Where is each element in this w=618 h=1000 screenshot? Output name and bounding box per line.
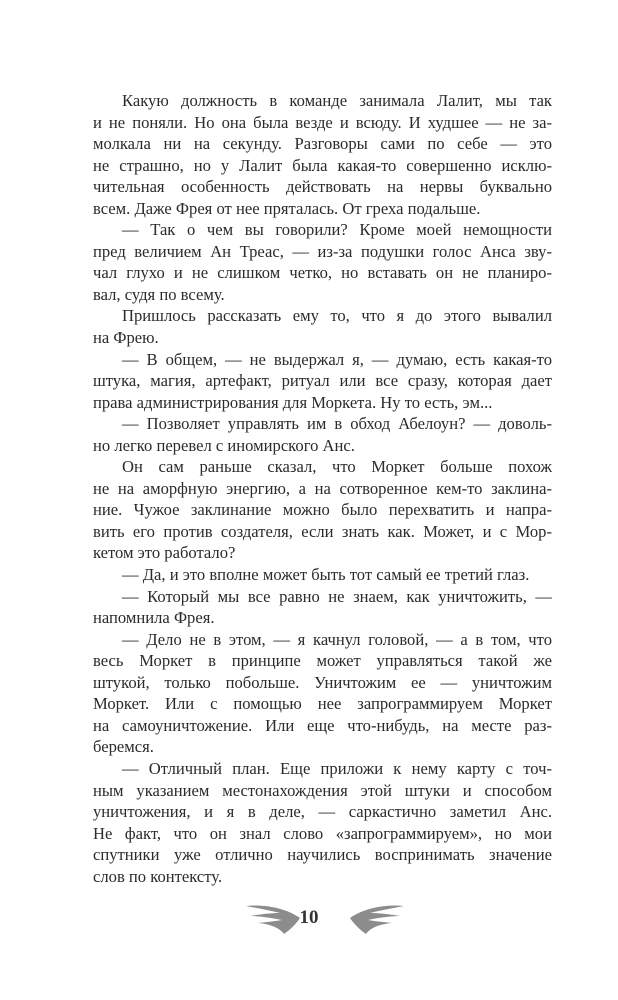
text-line: Не факт, что он знал слово «запрограммируем», но мои bbox=[93, 823, 552, 843]
text-line: пред величием Ан Треас, — из-за подушки голос Анса зву- bbox=[93, 241, 552, 261]
text-line: чал глухо и не слишком четко, но вставать он не планиро- bbox=[93, 263, 552, 283]
paragraph bbox=[93, 456, 552, 564]
page-footer bbox=[0, 900, 618, 940]
text-line: напомнила Фрея. bbox=[93, 608, 215, 628]
paragraph bbox=[93, 586, 552, 629]
text-line: вить его против создателя, если знать как. Может, и с Мор- bbox=[93, 521, 552, 541]
paragraph bbox=[93, 758, 552, 887]
text-line: спутники уже отлично научились воспринимать значение bbox=[93, 845, 552, 865]
text-line: не на аморфную энергию, а на сотворенное кем-то заклина- bbox=[93, 478, 552, 498]
right-wing-ornament-icon bbox=[348, 904, 404, 936]
text-line: кетом это работало? bbox=[93, 543, 236, 563]
text-line: и не поняли. Но она была везде и всюду. И худшее — не за- bbox=[93, 112, 552, 132]
text-line: — Дело не в этом, — я качнул головой, — а в том, что bbox=[122, 629, 552, 649]
text-line: молкала ни на секунду. Разговоры сами по себе — это bbox=[93, 134, 552, 154]
text-line: штукой, только побольше. Уничтожим ее — уничтожим bbox=[93, 672, 552, 692]
text-line: — Так о чем вы говорили? Кроме моей немощности bbox=[122, 220, 552, 240]
text-line: ным указанием местонахождения этой штуки и способом bbox=[93, 780, 552, 800]
text-line: — Да, и это вполне может быть тот самый ее третий глаз. bbox=[122, 565, 530, 585]
text-line: Он сам раньше сказал, что Моркет больше похож bbox=[122, 457, 552, 477]
text-line: права администрирования для Моркета. Ну то есть, эм... bbox=[93, 392, 493, 412]
paragraph bbox=[93, 413, 552, 456]
paragraph bbox=[93, 219, 552, 305]
text-line: уничтожения, и я в деле, — саркастично заметил Анс. bbox=[93, 802, 552, 822]
text-line: штука, магия, артефакт, ритуал или все сразу, которая дает bbox=[93, 371, 552, 391]
text-line: Какую должность в команде занимала Лалит, мы так bbox=[122, 91, 552, 110]
text-line: весь Моркет в принципе может управляться такой же bbox=[93, 651, 552, 671]
text-line: Моркет. Или с помощью нее запрограммируем Моркет bbox=[93, 694, 552, 714]
text-line: чительная особенность действовать на нервы буквально bbox=[93, 177, 552, 197]
text-line: — Позволяет управлять им в обход Абелоун? — доволь- bbox=[122, 414, 552, 434]
paragraph bbox=[93, 90, 552, 219]
text-line: Пришлось рассказать ему то, что я до этого вывалил bbox=[122, 306, 552, 326]
text-line: на Фрею. bbox=[93, 328, 159, 348]
page-body-text bbox=[93, 90, 552, 887]
text-line: не страшно, но у Лалит была какая-то совершенно исклю- bbox=[93, 155, 552, 175]
paragraph bbox=[93, 629, 552, 758]
paragraph bbox=[93, 349, 552, 414]
text-line: беремся. bbox=[93, 737, 154, 757]
text-line: — Отличный план. Еще приложи к нему карту с точ- bbox=[122, 758, 552, 778]
text-line: всем. Даже Фрея от нее пряталась. От греха подальше. bbox=[93, 198, 481, 218]
text-line: ние. Чужое заклинание можно было перехватить и напра- bbox=[93, 500, 552, 520]
page-number: 10 bbox=[299, 907, 319, 928]
text-line: вал, судя по всему. bbox=[93, 284, 225, 304]
text-line: но легко перевел с иномирского Анс. bbox=[93, 435, 355, 455]
text-line: — В общем, — не выдержал я, — думаю, есть какая-то bbox=[122, 349, 552, 369]
text-line: слов по контексту. bbox=[93, 866, 223, 886]
text-line: на самоуничтожение. Или еще что-нибудь, на месте раз- bbox=[93, 715, 552, 735]
paragraph bbox=[93, 305, 552, 348]
paragraph bbox=[93, 564, 552, 586]
text-line: — Который мы все равно не знаем, как уничтожить, — bbox=[122, 586, 552, 606]
